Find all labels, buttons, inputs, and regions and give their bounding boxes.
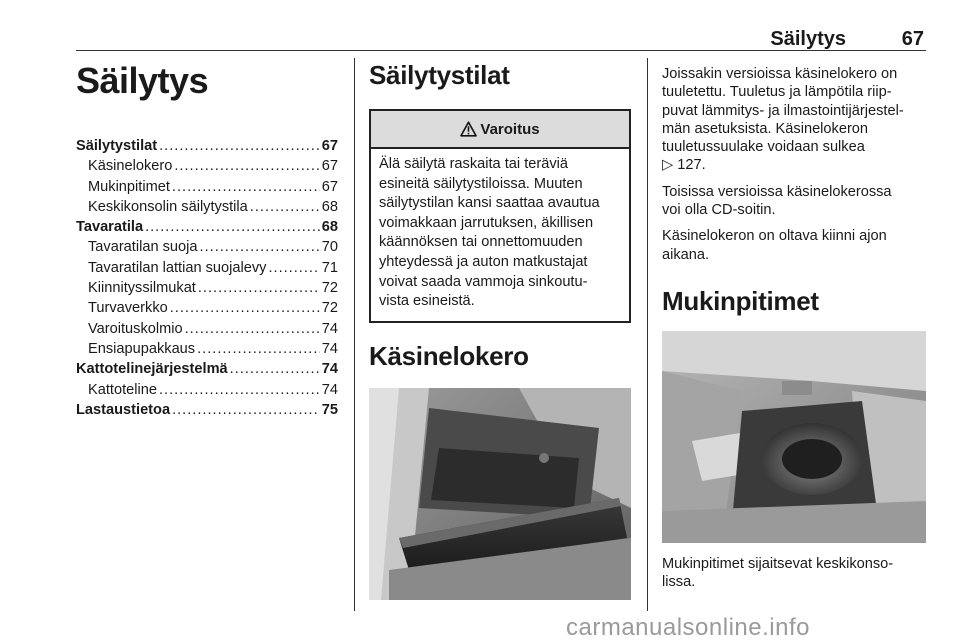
toc-entry-page: 72 — [321, 300, 338, 317]
toc-entry-label: Kattotelinejärjestelmä — [76, 361, 228, 378]
toc-entry-page: 74 — [321, 320, 338, 337]
text-line: män asetuksista. Käsinelokeron — [662, 120, 869, 137]
toc-entry-page: 67 — [321, 158, 338, 175]
toc-entry-label: Kiinnityssilmukat — [88, 280, 196, 297]
toc-entry-label: Käsinelokero — [88, 158, 173, 175]
toc-entry[interactable] — [76, 400, 338, 420]
toc-entry-label: Varoituskolmio — [88, 320, 183, 337]
page-ref-number: 127. — [677, 157, 706, 174]
toc-entry[interactable] — [76, 380, 338, 400]
toc-leader-dots — [185, 319, 320, 339]
toc-entry-label: Tavaratila — [76, 219, 144, 236]
toc-leader-dots — [159, 380, 320, 400]
warning-line: esineitä säilytystiloissa. Muuten — [379, 175, 583, 192]
toc-entry[interactable] — [76, 339, 338, 359]
text-line: Toisissa versioissa käsinelokerossa — [662, 183, 892, 200]
glovebox-paragraph — [662, 65, 926, 175]
text-line: Joissakin versioissa käsinelokero on — [662, 66, 898, 82]
toc-entry[interactable] — [76, 136, 338, 156]
toc-entry-page: 74 — [321, 361, 338, 378]
toc-entry-label: Kattoteline — [88, 381, 157, 398]
toc-leader-dots — [172, 177, 320, 197]
cupholder-caption — [662, 555, 926, 592]
text-line: aikana. — [662, 246, 710, 263]
cupholder-photo — [662, 331, 926, 543]
toc-entry[interactable] — [76, 319, 338, 339]
text-line: puvat lämmitys- ja ilmastointijärjestel- — [662, 102, 904, 119]
warning-box — [369, 109, 631, 323]
warning-line: voimakkaan jarrutuksen, äkillisen — [379, 214, 594, 231]
chapter-toc-column — [76, 60, 338, 420]
page-reference[interactable] — [662, 156, 926, 174]
warning-line: säilytystilan kansi saattaa avautua — [379, 195, 600, 212]
warning-line: yhteydessä ja auton matkustajat — [379, 253, 588, 270]
storage-column — [369, 60, 631, 600]
watermark: carmanualsonline.info — [566, 614, 810, 641]
toc-entry-page: 67 — [321, 178, 338, 195]
warning-line: voivat saada vammoja sinkoutu- — [379, 273, 588, 290]
warning-line: käännöksen tai onnettomuuden — [379, 234, 583, 251]
toc-entry-page: 74 — [321, 381, 338, 398]
section-title-glovebox: Käsinelokero — [369, 340, 529, 371]
toc-entry-page: 74 — [321, 340, 338, 357]
toc-leader-dots — [200, 237, 320, 257]
caption-line: Mukinpitimet sijaitsevat keskikonso- — [662, 555, 894, 572]
toc-leader-dots — [170, 298, 320, 318]
section-title-cupholders: Mukinpitimet — [662, 285, 819, 316]
toc-leader-dots — [268, 258, 319, 278]
toc-entry-page: 70 — [321, 239, 338, 256]
warning-triangle-icon — [460, 121, 477, 137]
toc-entry-page: 71 — [321, 259, 338, 276]
toc-leader-dots — [172, 400, 320, 420]
toc-leader-dots — [198, 278, 320, 298]
toc-entry[interactable] — [76, 197, 338, 217]
glovebox-paragraph — [662, 183, 926, 220]
toc-entry-page: 67 — [321, 138, 338, 154]
toc-entry[interactable] — [76, 298, 338, 318]
running-title: Säilytys — [770, 28, 846, 50]
text-line: tuuletussuulake voidaan sulkea — [662, 139, 865, 156]
text-line: voi olla CD-soitin. — [662, 202, 776, 219]
toc-entry[interactable] — [76, 278, 338, 298]
toc-entry-label: Mukinpitimet — [88, 178, 170, 195]
toc-entry[interactable] — [76, 177, 338, 197]
toc-entry[interactable] — [76, 156, 338, 176]
toc-entry-page: 75 — [321, 401, 338, 418]
column-divider — [354, 58, 355, 611]
column-divider — [647, 58, 648, 611]
toc-entry[interactable] — [76, 237, 338, 257]
section-title-storage: Säilytystilat — [369, 60, 510, 90]
toc-entry-label: Keskikonsolin säilytystila — [88, 198, 248, 215]
toc-entry-page: 68 — [321, 198, 338, 215]
glovebox-cupholder-column — [662, 65, 926, 592]
page-header — [76, 22, 926, 50]
toc-entry[interactable] — [76, 258, 338, 278]
page-ref-arrow-icon: ▷ — [662, 157, 674, 174]
glovebox-photo — [369, 388, 631, 600]
toc-entry-page: 72 — [321, 280, 338, 297]
toc-entry-label: Tavaratilan suoja — [88, 239, 198, 256]
text-line: Käsinelokeron on oltava kiinni ajon — [662, 228, 887, 245]
warning-line: Älä säilytä raskaita tai teräviä — [379, 156, 568, 172]
toc-leader-dots — [174, 156, 319, 176]
toc-entry-label: Lastaustietoa — [76, 401, 171, 418]
caption-line: lissa. — [662, 574, 696, 591]
toc-leader-dots — [250, 197, 320, 217]
glovebox-paragraph — [662, 227, 926, 264]
toc-leader-dots — [145, 217, 320, 237]
warning-text — [371, 149, 629, 321]
toc-entry[interactable] — [76, 359, 338, 379]
toc-entry-label: Turvaverkko — [88, 300, 168, 317]
toc-entry-label: Säilytystilat — [76, 138, 158, 154]
toc-entry-page: 68 — [321, 219, 338, 236]
toc-entry-label: Ensiapupakkaus — [88, 340, 196, 357]
toc-entry-label: Tavaratilan lattian suojalevy — [88, 259, 267, 276]
text-line: tuuletettu. Tuuletus ja lämpötila riip- — [662, 84, 892, 101]
page-number: 67 — [901, 28, 924, 50]
warning-header — [371, 111, 629, 149]
chapter-title: Säilytys — [76, 60, 209, 101]
table-of-contents — [76, 136, 338, 420]
warning-line: vista esineistä. — [379, 293, 475, 310]
toc-leader-dots — [159, 136, 320, 156]
toc-leader-dots — [230, 359, 320, 379]
toc-leader-dots — [197, 339, 320, 359]
header-rule — [76, 50, 926, 51]
toc-entry[interactable] — [76, 217, 338, 237]
warning-title: Varoitus — [480, 120, 540, 138]
